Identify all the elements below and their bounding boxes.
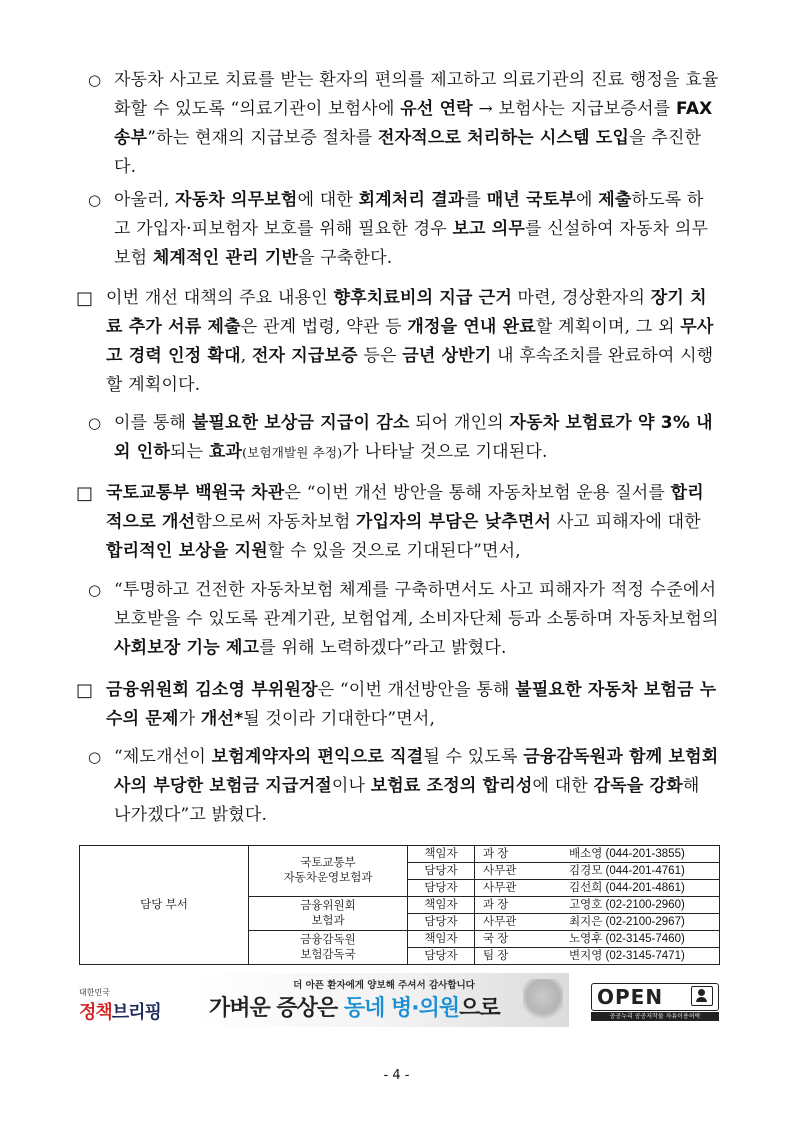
bold-text-run: 보험료 조정의 합리성 bbox=[370, 776, 533, 796]
person-icon bbox=[691, 986, 713, 1006]
org-name bbox=[249, 931, 408, 965]
bold-text-run: 보고 의무 bbox=[452, 219, 526, 239]
bold-text-run: 가입자의 부담은 낮추면서 bbox=[356, 512, 552, 532]
bold-text-run: 불필요한 보상금 지급이 감소 bbox=[191, 413, 410, 433]
org-line: 금융감독원 bbox=[300, 933, 356, 946]
text-run: 에 bbox=[575, 190, 599, 210]
paragraph bbox=[88, 743, 720, 830]
text-run: , bbox=[240, 346, 252, 366]
banner-main-c: 으로 bbox=[459, 996, 500, 1021]
banner-headline bbox=[209, 991, 500, 1022]
contact-title: 사무관 bbox=[475, 863, 556, 880]
contact-title: 사무관 bbox=[475, 880, 556, 897]
bold-text-run: 감독을 강화 bbox=[593, 776, 683, 796]
bold-text-run: 금년 상반기 bbox=[402, 346, 492, 366]
contact-person: 변지영 (02-3145-7471) bbox=[555, 948, 720, 965]
bullet-marker: ○ bbox=[88, 748, 102, 766]
bold-text-run: 효과 bbox=[208, 442, 243, 462]
contact-role: 담당자 bbox=[408, 863, 475, 880]
open-word: OPEN bbox=[597, 985, 664, 1009]
text-run: 되는 bbox=[169, 442, 209, 462]
banner-illustration bbox=[523, 979, 563, 1023]
contact-title: 사무관 bbox=[475, 914, 556, 931]
bold-text-run: 매년 국토부 bbox=[486, 190, 576, 210]
text-run: 이번 개선 대책의 주요 내용인 bbox=[106, 288, 334, 308]
bold-text-run: 금융감독원과 함께 보험회사의 부당한 보험금 지급거절 bbox=[114, 747, 719, 796]
text-run: 사고 피해자에 대한 bbox=[551, 512, 701, 532]
contact-person: 김경모 (044-201-4761) bbox=[555, 863, 720, 880]
contact-title: 팀 장 bbox=[475, 948, 556, 965]
text-run: 에 대한 bbox=[532, 776, 594, 796]
bold-text-run: 회계처리 결과 bbox=[358, 190, 465, 210]
bold-text-run: 합리적으로 개선 bbox=[106, 483, 704, 532]
contact-person: 노영후 (02-3145-7460) bbox=[555, 931, 720, 948]
text-run: 에 대한 bbox=[297, 190, 359, 210]
contact-person: 배소영 (044-201-3855) bbox=[555, 846, 720, 863]
org-name bbox=[249, 846, 408, 897]
text-run: 은 “이번 개선방안을 통해 bbox=[317, 680, 516, 700]
text-run: 를 bbox=[464, 190, 487, 210]
bold-text-run: 자동차 의무보험 bbox=[175, 190, 298, 210]
text-run: 할 계획이며, 그 외 bbox=[535, 317, 681, 337]
small-text-run: (보험개발원 추정) bbox=[242, 445, 343, 460]
banner-main-b: 동네 병·의원 bbox=[343, 996, 460, 1021]
banner-subtitle: 더 아픈 환자에게 양보해 주셔서 감사합니다 bbox=[293, 980, 475, 991]
org-line: 보험감독국 bbox=[300, 948, 356, 961]
text-run: 해 나가겠다”고 밝혔다. bbox=[114, 776, 700, 825]
bold-text-run: 금융위원회 김소영 부위원장 bbox=[106, 680, 318, 700]
text-run: 하도록 하고 가입자·피보험자 보호를 위해 필요한 경우 bbox=[114, 190, 704, 239]
open-strip: 공공누리 공공저작물 자유이용허락 bbox=[591, 1012, 719, 1021]
text-run: 은 “이번 개선 방안을 통해 자동차보험 운용 질서를 bbox=[284, 483, 671, 503]
org-line: 자동차운영보험과 bbox=[283, 872, 373, 884]
contact-title: 국 장 bbox=[475, 931, 556, 948]
bold-text-run: 개선* bbox=[200, 709, 244, 729]
bold-text-run: 합리적인 보상을 지원 bbox=[106, 541, 268, 561]
bold-text-run: FAX 송부 bbox=[114, 99, 713, 148]
bullet-marker: ○ bbox=[88, 71, 102, 89]
text-run: 아울러, bbox=[114, 190, 176, 210]
text-run: 등은 bbox=[357, 346, 403, 366]
bullet-marker: ○ bbox=[88, 414, 102, 432]
text-run: 을 구축한다. bbox=[298, 248, 393, 268]
bold-text-run: 유선 연락 bbox=[400, 99, 473, 119]
org-line: 국토교통부 bbox=[300, 857, 356, 869]
text-run: 를 신설하여 자동차 의무보험 bbox=[114, 219, 709, 268]
bold-text-run: 전자적으로 처리하는 시스템 도입 bbox=[378, 128, 630, 148]
bold-text-run: 체계적인 관리 기반 bbox=[152, 248, 299, 268]
text-run: 되어 개인의 bbox=[409, 413, 510, 433]
text-run: 은 관계 법령, 약관 등 bbox=[240, 317, 408, 337]
contact-role: 책임자 bbox=[408, 931, 475, 948]
text-run: 자동차 사고로 치료를 받는 환자의 편의를 제고하고 의료기관의 진료 행정을 효율화할 수 있도록 “의료기관이 보험사에 bbox=[114, 70, 719, 119]
text-run: 함으로써 자동차보험 bbox=[195, 512, 357, 532]
bold-text-run: 사회보장 기능 제고 bbox=[114, 638, 260, 658]
text-run: 내 후속조치를 완료하여 시행할 계획이다. bbox=[106, 346, 714, 395]
paragraph bbox=[88, 409, 720, 467]
bold-text-run: 무사고 경력 인정 확대 bbox=[106, 317, 714, 366]
org-name bbox=[249, 897, 408, 931]
bold-text-run: 국토교통부 백원국 차관 bbox=[106, 483, 285, 503]
contact-person: 고영호 (02-2100-2960) bbox=[555, 897, 720, 914]
bold-text-run: 개정을 연내 완료 bbox=[407, 317, 536, 337]
banner-main-a: 가벼운 증상은 bbox=[209, 996, 344, 1021]
table-row bbox=[80, 846, 720, 863]
text-run: 가 bbox=[178, 709, 201, 729]
text-run: 마련, 경상환자의 bbox=[511, 288, 651, 308]
contact-role: 담당자 bbox=[408, 914, 475, 931]
contact-title: 과 장 bbox=[475, 846, 556, 863]
text-run: 할 수 있을 것으로 기대된다”면서, bbox=[267, 541, 521, 561]
contact-title: 과 장 bbox=[475, 897, 556, 914]
logo-main-b: 브리핑 bbox=[111, 1002, 161, 1023]
bullet-marker: □ bbox=[76, 288, 94, 309]
text-run: 를 위해 노력하겠다”라고 밝혔다. bbox=[259, 638, 507, 658]
policy-briefing-logo bbox=[79, 987, 169, 1027]
logo-main-text bbox=[79, 998, 169, 1024]
contact-person: 김선희 (044-201-4861) bbox=[555, 880, 720, 897]
dept-label: 담당 부서 bbox=[80, 846, 249, 965]
bullet-marker: □ bbox=[76, 680, 94, 701]
campaign-banner bbox=[199, 973, 569, 1027]
bold-text-run: 장기 치료 추가 서류 제출 bbox=[106, 288, 707, 337]
paragraph bbox=[88, 66, 720, 182]
org-line: 금융위원회 bbox=[300, 899, 356, 912]
bold-text-run: 자동차 보험료가 약 3% 내외 인하 bbox=[114, 413, 713, 462]
text-run: 될 것이라 기대한다”면서, bbox=[243, 709, 436, 729]
bullet-marker: ○ bbox=[88, 581, 102, 599]
bullet-marker: ○ bbox=[88, 191, 102, 209]
contact-role: 담당자 bbox=[408, 880, 475, 897]
kogl-open-badge bbox=[591, 983, 719, 1021]
bold-text-run: 제출 bbox=[598, 190, 632, 210]
contact-role: 책임자 bbox=[408, 846, 475, 863]
footer-banners bbox=[79, 973, 720, 1027]
text-run: “제도개선이 bbox=[114, 747, 212, 767]
text-run: 이나 bbox=[331, 776, 371, 796]
logo-main-a: 정책 bbox=[79, 1002, 112, 1023]
text-run: 될 수 있도록 bbox=[423, 747, 524, 767]
bold-text-run: 향후치료비의 지급 근거 bbox=[333, 288, 512, 308]
text-run: 가 나타날 것으로 기대된다. bbox=[342, 442, 548, 462]
logo-small-text: 대한민국 bbox=[79, 988, 110, 997]
bold-text-run: 전자 지급보증 bbox=[251, 346, 358, 366]
text-run: 이를 통해 bbox=[114, 413, 192, 433]
bullet-marker: □ bbox=[76, 483, 94, 504]
contact-role: 담당자 bbox=[408, 948, 475, 965]
paragraph bbox=[76, 479, 720, 566]
contact-role: 책임자 bbox=[408, 897, 475, 914]
contact-person: 최지은 (02-2100-2967) bbox=[555, 914, 720, 931]
page-number: - 4 - bbox=[383, 1068, 410, 1083]
text-run: “투명하고 건전한 자동차보험 체계를 구축하면서도 사고 피해자가 적정 수준에서 보호받을 수 있도록 관계기관, 보험업계, 소비자단체 등과 소통하며 자동차보험의 bbox=[114, 580, 719, 629]
text-run: → 보험사는 지급보증서를 bbox=[472, 99, 676, 119]
paragraph bbox=[88, 186, 720, 273]
paragraph bbox=[88, 576, 720, 663]
org-line: 보험과 bbox=[311, 914, 345, 927]
text-run: ”하는 현재의 지급보증 절차를 bbox=[147, 128, 379, 148]
bold-text-run: 불필요한 자동차 보험금 누수의 문제 bbox=[106, 680, 717, 729]
paragraph bbox=[76, 284, 720, 400]
paragraph bbox=[76, 676, 720, 734]
text-run: 을 추진한다. bbox=[114, 128, 702, 177]
contact-table bbox=[79, 845, 720, 965]
bold-text-run: 보험계약자의 편익으로 직결 bbox=[211, 747, 424, 767]
